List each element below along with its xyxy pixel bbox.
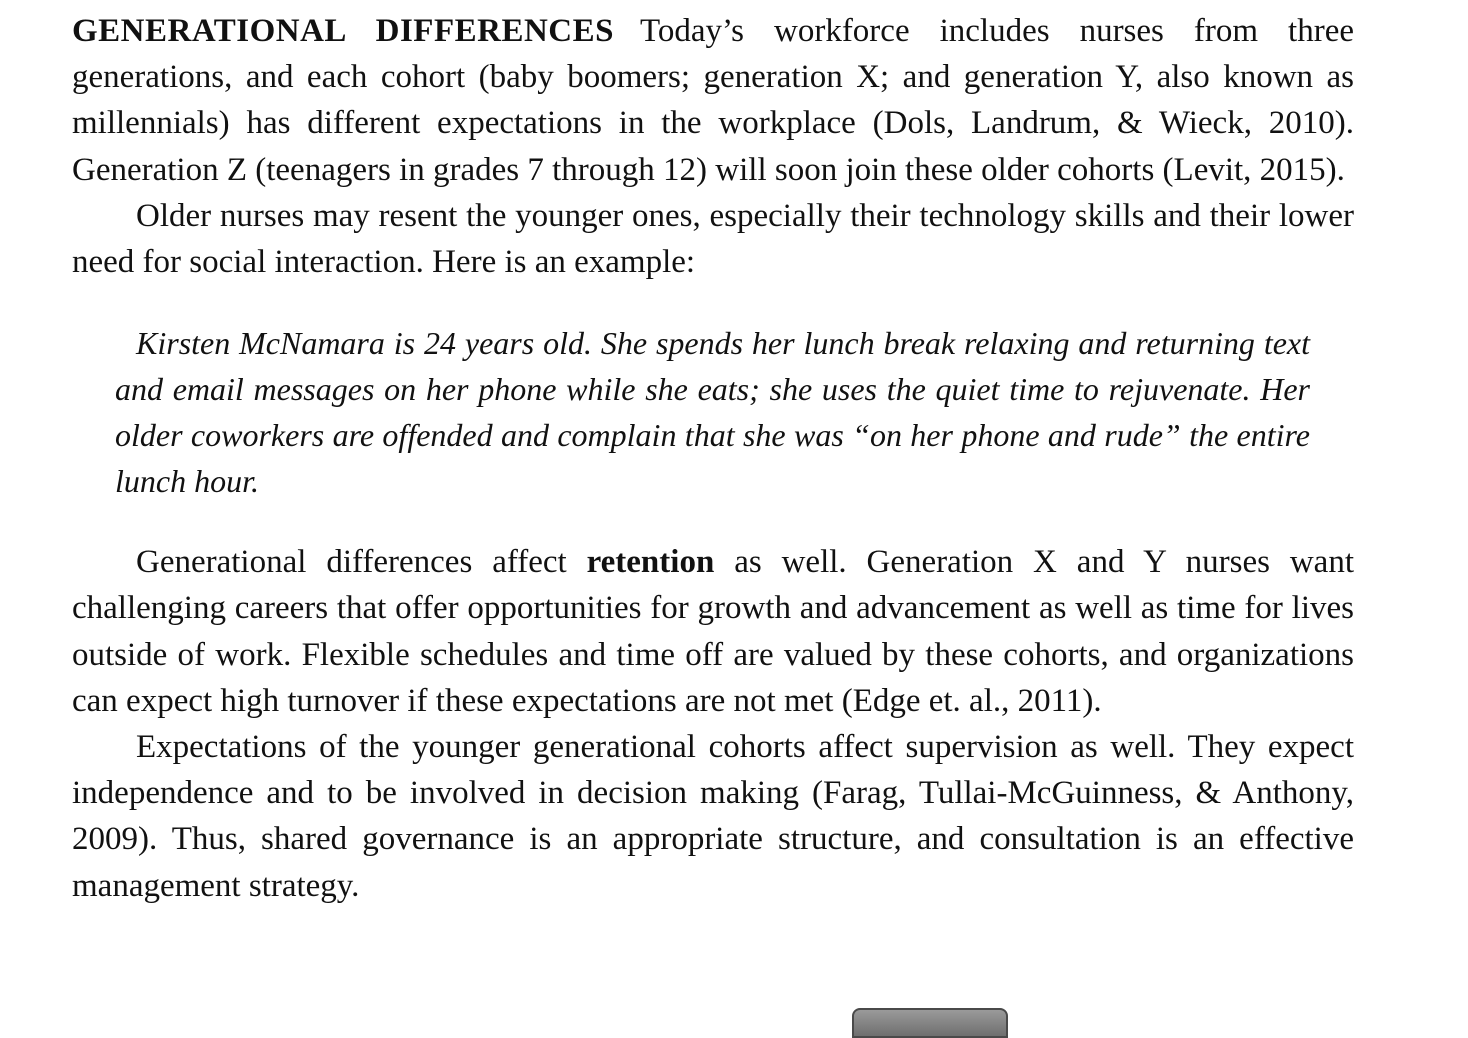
retention-text-before: Generational differences affect — [136, 544, 587, 581]
paragraph-older-nurses: Older nurses may resent the younger ones, especially their technology skills and their lower need for social interaction. Here is an example: — [72, 197, 1354, 281]
example-block: Kirsten McNamara is 24 years old. She spends her lunch break relaxing and returning text and email messages on her phone while she eats; she uses the quiet time to rejuvenate. Her older coworkers are offended and complain that she was “on her phone and rude” the entire lunch hour. — [115, 325, 1310, 500]
section-heading: GENERATIONAL DIFFERENCES — [72, 13, 614, 49]
retention-text-after: as well. Generation X and Y nurses want challenging careers that offer opportunities for growth and advancement as well as time for lives outside of work. Flexible schedules and time off are valued by these cohorts, and organizations can expect high turnover if these expectations are not met (Edge et. al., 2011). — [72, 544, 1354, 719]
paragraph-intro-text: Today’s workforce includes nurses from three generations, and each cohort (baby boomers; generation X; and generation Y, also known as millennials) has different expectations in the workplace (Dols, Landrum, & Wieck, 2010). Generation Z (teenagers in grades 7 through 12) will soon join these older cohorts (Levit, 2015). — [72, 13, 1354, 188]
retention-term: retention — [586, 544, 715, 581]
document-page — [72, 8, 1354, 909]
paragraph-retention — [72, 539, 1354, 724]
bottom-tab-button[interactable] — [852, 1008, 1008, 1038]
paragraph-supervision: Expectations of the younger generational cohorts affect supervision as well. They expect independence and to be involved in decision making (Farag, Tullai-McGuinness, & Anthony, 2009). Thus, shared governance is an appropriate structure, and consultation is an effective management strategy. — [72, 729, 1354, 904]
paragraph-intro — [72, 8, 1354, 193]
